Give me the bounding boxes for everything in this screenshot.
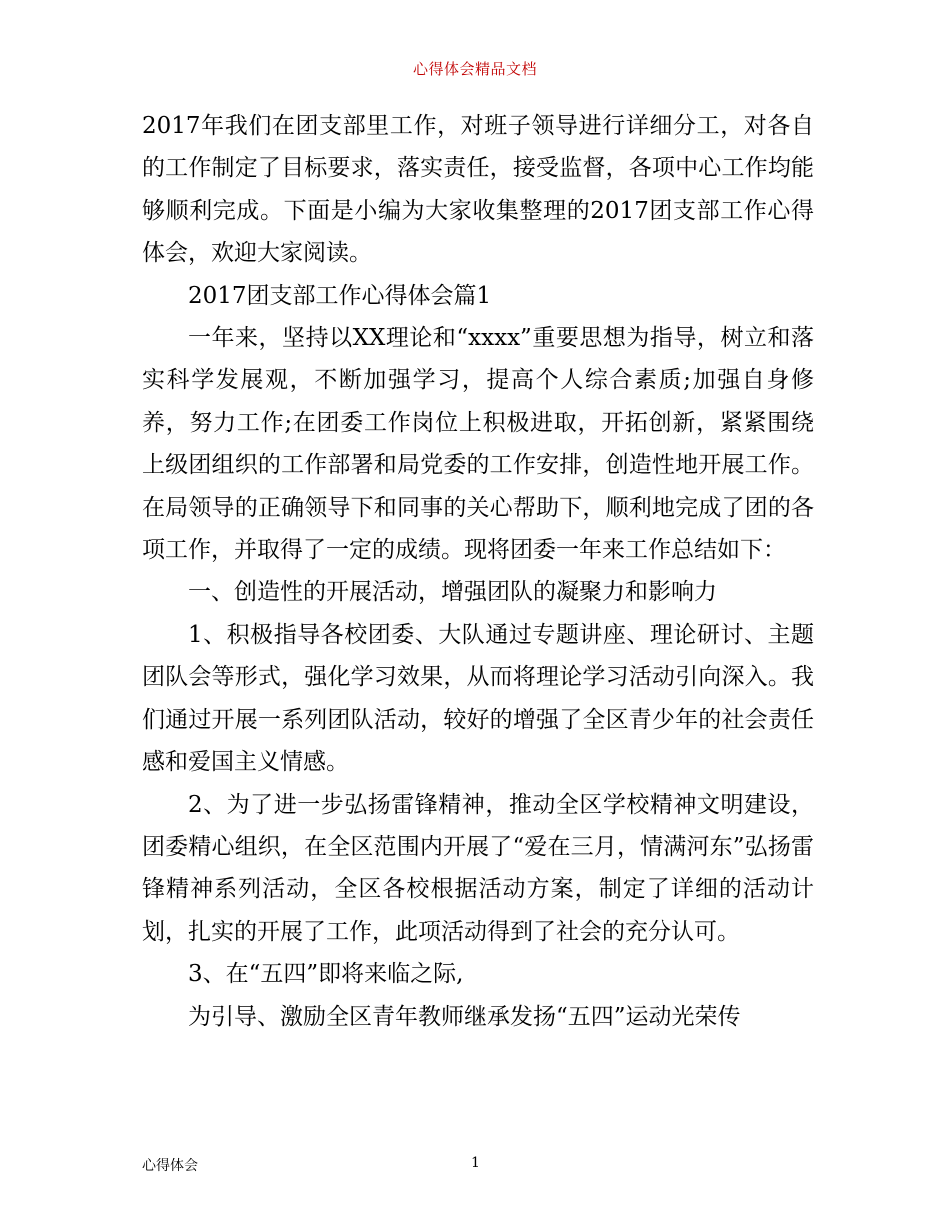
subsection-heading: 一、创造性的开展活动，增强团队的凝聚力和影响力: [188, 579, 717, 606]
section-heading: 2017团支部工作心得体会篇1: [188, 282, 492, 309]
page-number: 1: [471, 1155, 480, 1171]
body-paragraph: 一年来，坚持以XX理论和“xxxx”重要思想为指导，树立和落实科学发展观，不断加强学习，提高个人综合素质;加强自身修养，努力工作;在团委工作岗位上积极进取，开拓创新，紧紧围绕上级团组织的工作部署和局党委的工作安排，创造性地开展工作。在局领导的正确领导下和同事的关心帮助下，顺利地完成了团的各项工作，并取得了一定的成绩。现将团委一年来工作总结如下：: [142, 325, 814, 564]
document-body: [142, 105, 814, 1038]
body-paragraph: 3、在“五四”即将来临之际,: [188, 961, 464, 988]
body-paragraph: 2、为了进一步弘扬雷锋精神，推动全区学校精神文明建设，团委精心组织，在全区范围内开展了“爱在三月，情满河东”弘扬雷锋精神系列活动，全区各校根据活动方案，制定了详细的活动计划，扎实的开展了工作，此项活动得到了社会的充分认可。: [142, 791, 814, 945]
footer-label: 心得体会: [142, 1158, 198, 1174]
body-paragraph: 为引导、激励全区青年教师继承发扬“五四”运动光荣传: [188, 1003, 741, 1030]
page-header-title: 心得体会精品文档: [412, 60, 537, 78]
intro-paragraph: 2017年我们在团支部里工作，对班子领导进行详细分工，对各自的工作制定了目标要求，落实责任，接受监督，各项中心工作均能够顺利完成。下面是小编为大家收集整理的2017团支部工作心得体会，欢迎大家阅读。: [142, 113, 814, 267]
body-paragraph: 1、积极指导各校团委、大队通过专题讲座、理论研讨、主题团队会等形式，强化学习效果，从而将理论学习活动引向深入。我们通过开展一系列团队活动，较好的增强了全区青少年的社会责任感和爱国主义情感。: [142, 621, 814, 776]
